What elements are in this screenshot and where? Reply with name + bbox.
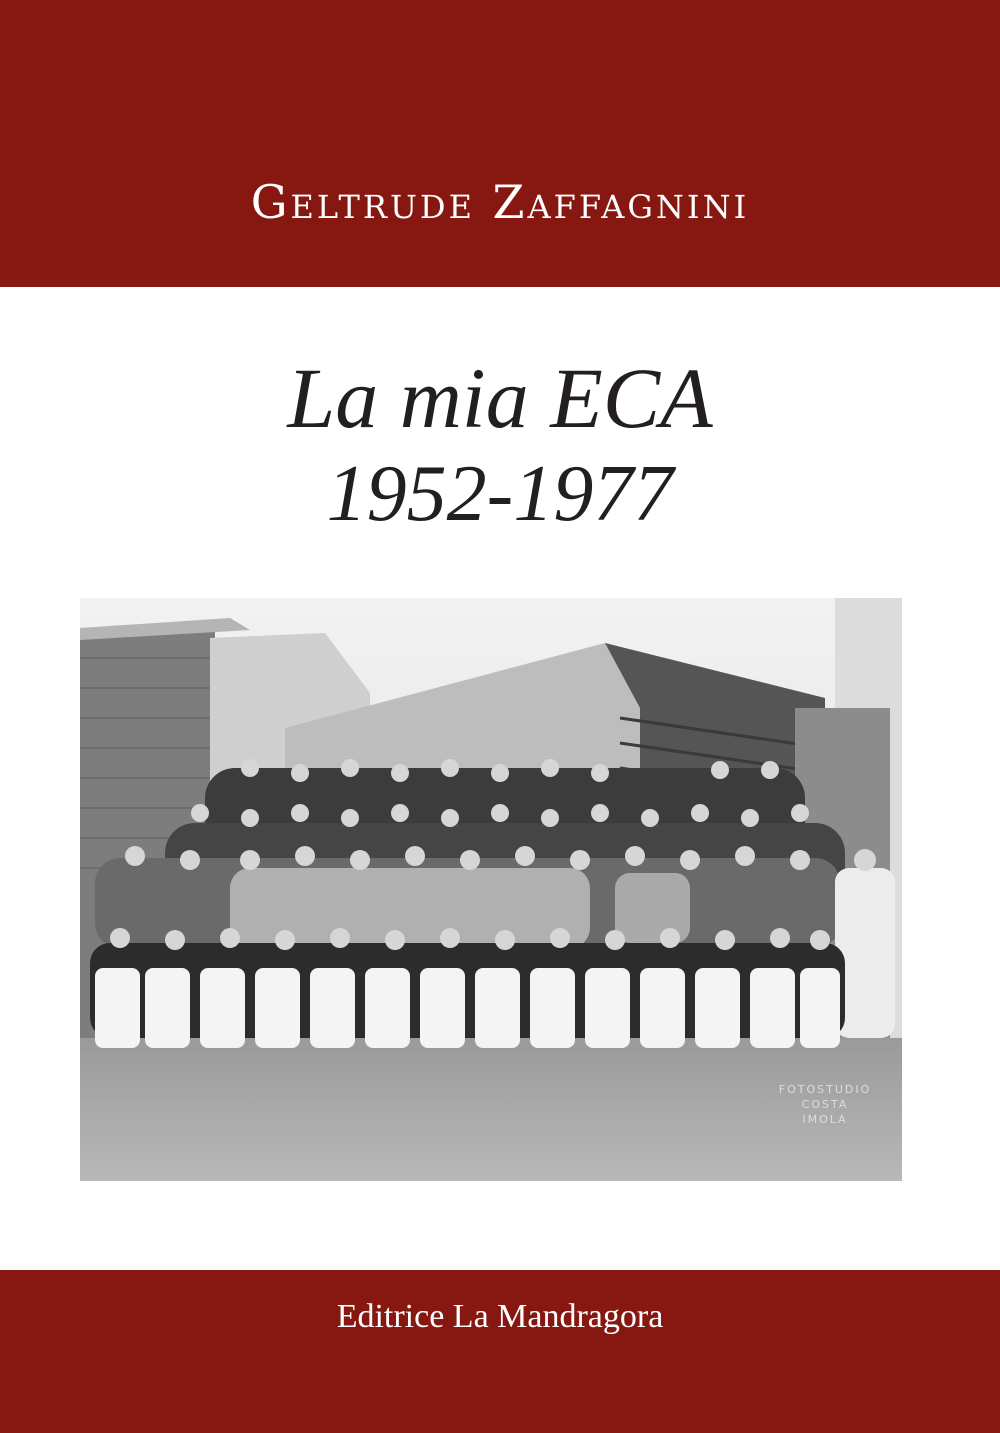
photo-stamp-line-3: IMOLA <box>802 1113 848 1126</box>
top-band <box>0 0 1000 287</box>
title-block <box>0 350 1000 542</box>
bottom-band <box>0 1270 1000 1433</box>
photo-stamp-line-1: FOTOSTUDIO <box>778 1083 872 1096</box>
cover-photo <box>80 598 902 1181</box>
publisher-name: Editrice La Mandragora <box>336 1298 664 1335</box>
group-photo-illustration <box>80 598 902 1181</box>
book-title: La mia ECA <box>287 350 713 446</box>
book-years: 1952-1977 <box>326 450 674 538</box>
photo-stamp-line-2: COSTA <box>801 1098 849 1111</box>
author-name: Geltrude Zaffagnini <box>250 174 750 229</box>
